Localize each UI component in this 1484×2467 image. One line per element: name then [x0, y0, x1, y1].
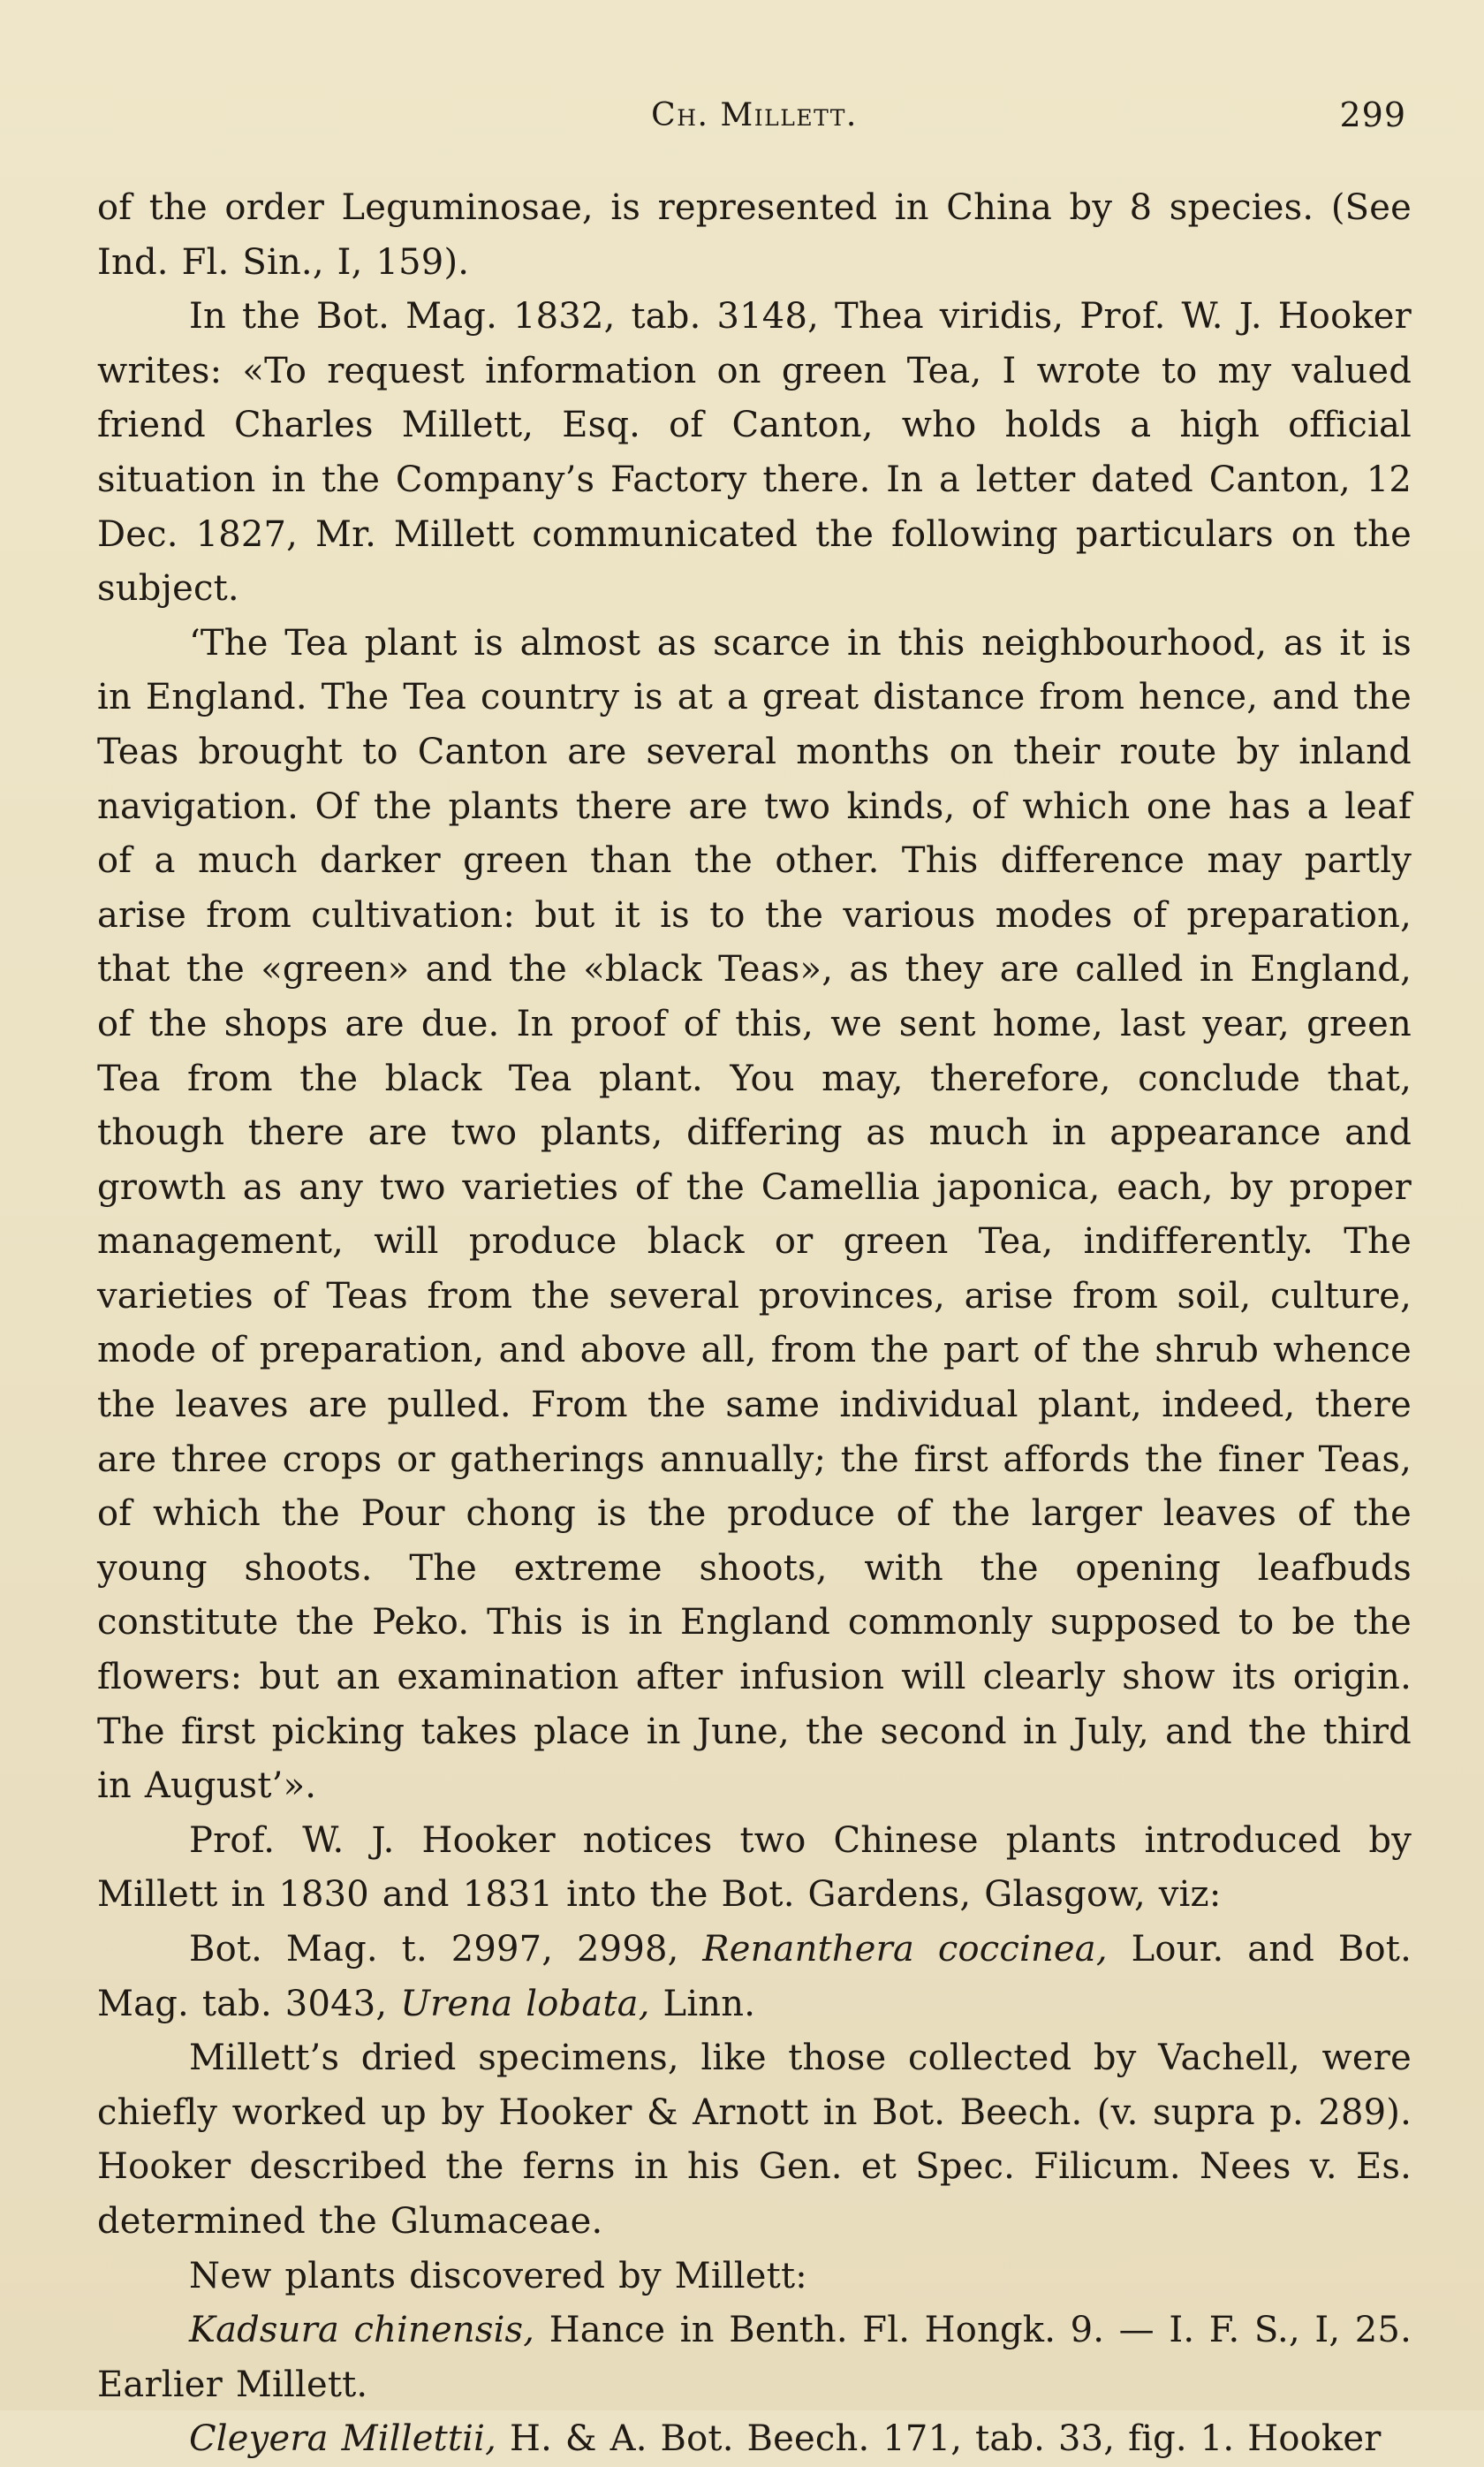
italic-species-name: Cleyera Millettii,: [189, 2418, 497, 2460]
paragraph: [97, 290, 1412, 617]
italic-species-name: Urena lobata,: [400, 1983, 650, 2024]
paragraph: [97, 617, 1412, 1814]
text-run: Lour. and Bot. Mag. tab. 3043,: [97, 1929, 1412, 2024]
body-text: [97, 181, 1412, 2467]
italic-species-name: Kadsura chinensis,: [189, 2310, 535, 2351]
paragraph: [97, 2031, 1412, 2249]
text-run: New plants discovered by Millett:: [189, 2255, 807, 2296]
italic-species-name: Renanthera coccinea,: [702, 1929, 1108, 1970]
page-number: 299: [1339, 95, 1406, 134]
paragraph: [97, 2304, 1412, 2412]
paragraph: [97, 181, 1412, 290]
text-run: Bot. Mag. t. 2997, 2998,: [189, 1929, 703, 1970]
paragraph: [97, 1923, 1412, 2031]
text-run: ‘The Tea plant is almost as scarce in this neighbourhood, as it is in England. The Tea country is at a great distance from hence, and the Teas brought to Canton are several months on their route by inland navigation. Of the plants there are two kinds, of which one has a leaf of a much darker green than the other. This difference may partly arise from cultivation: but it is to the various modes of preparation, that the «green» and the «black Teas», as they are called in England, of the shops are due. In proof of this, we sent home, last year, green Tea from the black Tea plant. You may, therefore, conclude that, though there are two plants, differing as much in appearance and growth as any two varieties of the Camellia japonica, each, by proper management, will produce black or green Tea, indifferently. The varieties of Teas from the several provinces, arise from soil, culture, mode of preparation, and above all, from the part of the shrub whence the leaves are pulled. From the same individual plant, indeed, there are three crops or gatherings annually; the first affords the finer Teas, of which the Pour chong is the produce of the larger leaves of the young shoots. The extreme shoots, with the opening leafbuds constitute the Peko. This is in England commonly supposed to be the flowers: but an examination after infusion will clearly show its origin. The first picking takes place in June, the second in July, and the third in August’».: [97, 622, 1412, 1807]
text-run: Linn.: [649, 1983, 756, 2024]
text-run: Hance in Benth. Fl. Hongk. 9. — I. F. S., I, 25. Earlier Millett.: [97, 2310, 1412, 2405]
text-run: Millett’s dried specimens, like those collected by Vachell, were chiefly worked up by Hooker & Arnott in Bot. Beech. (v. supra p. 289). Hooker described the ferns in his Gen. et Spec. Filicum. Nees v. Es. determined the Glumaceae.: [97, 2038, 1412, 2242]
running-head-title: Ch. Millett.: [651, 97, 858, 133]
text-run: In the Bot. Mag. 1832, tab. 3148, Thea viridis, Prof. W. J. Hooker writes: «To request information on green Tea, I wrote to my valued friend Charles Millett, Esq. of Canton, who holds a high official situation in the Company’s Factory there. In a letter dated Canton, 12 Dec. 1827, Mr. Millett communicated the following particulars on the subject.: [97, 296, 1412, 610]
running-head: [97, 0, 1412, 203]
text-run: H. & A. Bot. Beech. 171, tab. 33, fig. 1. Hooker: [496, 2418, 1382, 2460]
text-run: Prof. W. J. Hooker notices two Chinese plants introduced by Millett in 1830 and 1831 into the Bot. Gardens, Glasgow, viz:: [97, 1819, 1412, 1916]
text-run: of the order Leguminosae, is represented in China by 8 species. (See Ind. Fl. Sin., I, 159).: [97, 187, 1412, 283]
paragraph: [97, 2412, 1412, 2467]
paragraph: [97, 2250, 1412, 2304]
paragraph: [97, 1814, 1412, 1923]
